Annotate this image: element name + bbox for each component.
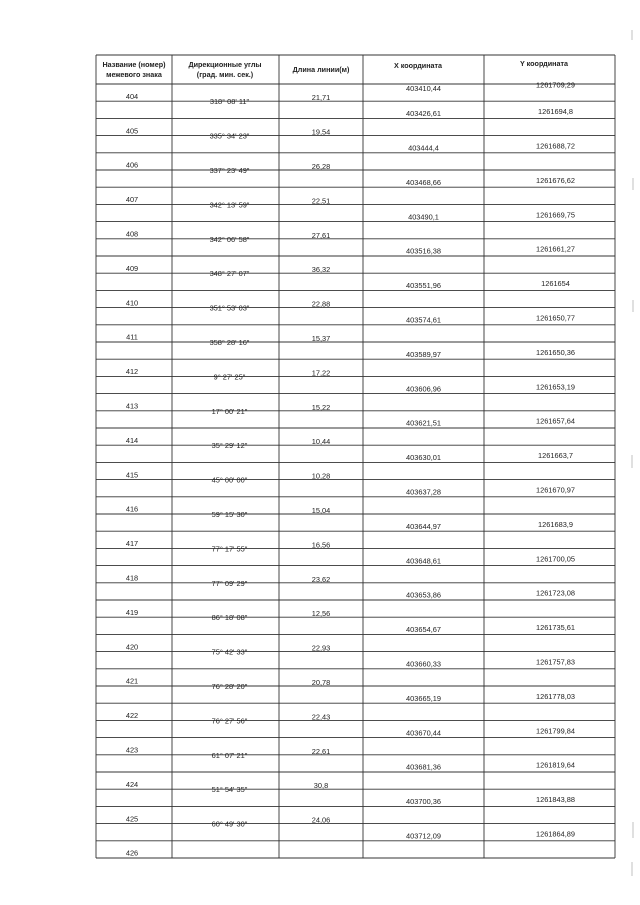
direction-angle-cell: 76° 28' 20" <box>211 682 248 691</box>
y-coordinate-cell: 1261653,19 <box>535 382 576 392</box>
y-coordinate-cell: 1261650,77 <box>535 313 576 323</box>
direction-angle-cell: 61° 07' 21" <box>211 750 248 760</box>
line-length-cell: 27,61 <box>311 230 331 240</box>
line-length-cell: 30,8 <box>313 781 329 791</box>
x-coordinate-cell: 403490,1 <box>408 212 439 222</box>
line-length-cell: 15,37 <box>311 334 331 343</box>
y-coordinate-cell: 1261735,61 <box>535 623 576 633</box>
scan-edge-marks <box>632 30 633 876</box>
y-coordinate-cell: 1261676,62 <box>535 175 576 185</box>
line-length-cell: 26,28 <box>311 162 331 171</box>
direction-angle-cell: 60° 49' 30" <box>211 819 248 829</box>
y-coordinate-cell: 1261683,9 <box>538 519 573 529</box>
header-y-coordinate: Y координата <box>520 59 568 68</box>
direction-angle-cell: 45° 00' 00" <box>211 475 248 485</box>
line-length-cell: 15,22 <box>311 402 331 412</box>
point-name-cell: 408 <box>125 229 139 239</box>
point-name-cell: 415 <box>125 470 139 480</box>
header-x-coordinate: X координата <box>393 61 443 70</box>
direction-angle-cell: 59° 15' 30" <box>211 510 248 519</box>
y-coordinate-cell: 1261819,64 <box>535 760 576 770</box>
point-name-cell: 412 <box>125 367 139 377</box>
line-length-cell: 24,06 <box>311 815 331 825</box>
line-length-cell: 10,44 <box>311 437 331 447</box>
direction-angle-cell: 77° 17' 55" <box>211 544 248 554</box>
point-name-cell: 405 <box>125 126 139 136</box>
x-coordinate-cell: 403654,67 <box>406 625 441 635</box>
y-coordinate-cell: 1261654 <box>541 279 570 289</box>
y-coordinate-cell: 1261650,36 <box>535 347 576 357</box>
line-length-cell: 10,28 <box>311 471 331 481</box>
point-name-cell: 425 <box>125 814 139 824</box>
x-coordinate-cell: 403660,33 <box>406 659 441 669</box>
y-coordinate-cell: 1261723,08 <box>535 588 576 598</box>
x-coordinate-cell: 403700,36 <box>406 797 441 807</box>
point-name-cell: 420 <box>125 642 139 652</box>
line-length-cell: 15,04 <box>311 506 331 515</box>
x-coordinate-cell: 403648,61 <box>406 556 441 566</box>
x-coordinate-cell: 403665,19 <box>406 693 441 703</box>
line-length-cell: 22,51 <box>311 196 331 206</box>
y-coordinate-cell: 1261799,84 <box>535 726 576 736</box>
y-coordinate-cell: 1261669,75 <box>535 210 576 220</box>
line-length-cell: 17,22 <box>311 368 331 378</box>
x-coordinate-cell: 403630,01 <box>406 453 441 463</box>
direction-angle-cell: 358° 28' 16" <box>209 338 250 347</box>
direction-angle-cell: 76° 27' 56" <box>211 716 248 726</box>
point-name-cell: 419 <box>125 607 139 617</box>
point-name-cell: 411 <box>126 332 138 342</box>
point-name-cell: 406 <box>125 160 139 170</box>
line-length-cell: 22,93 <box>311 643 331 653</box>
table-body <box>126 81 575 858</box>
point-name-cell: 418 <box>125 573 139 583</box>
point-name-cell: 410 <box>125 298 139 308</box>
point-name-cell: 424 <box>125 779 139 789</box>
direction-angle-cell: 318° 08' 11" <box>209 97 250 107</box>
y-coordinate-cell: 1261688,72 <box>535 141 576 151</box>
y-coordinate-cell: 1261757,83 <box>535 657 576 667</box>
direction-angle-cell: 75° 42' 33" <box>211 647 248 657</box>
point-name-cell: 416 <box>125 504 139 514</box>
line-length-cell: 20,78 <box>311 678 331 687</box>
x-coordinate-cell: 403551,96 <box>406 281 441 291</box>
direction-angle-cell: 342° 13' 59" <box>209 200 250 210</box>
point-name-cell: 414 <box>125 435 139 445</box>
point-name-cell: 404 <box>125 91 139 101</box>
point-name-cell: 417 <box>125 539 139 549</box>
line-length-cell: 12,56 <box>311 609 331 619</box>
point-name-cell: 423 <box>125 745 139 755</box>
x-coordinate-cell: 403637,28 <box>406 487 441 497</box>
x-coordinate-cell: 403653,86 <box>406 590 441 600</box>
direction-angle-cell: 86° 18' 08" <box>211 613 248 623</box>
direction-angle-cell: 342° 06' 58" <box>209 234 250 244</box>
direction-angle-cell: 51° 54' 35" <box>211 785 248 795</box>
header-line-length: Длина линии(м) <box>292 65 350 74</box>
direction-angle-cell: 17° 00' 21" <box>211 406 248 416</box>
x-coordinate-cell: 403574,61 <box>406 315 441 325</box>
direction-angle-cell: 77° 09' 29" <box>211 578 248 588</box>
point-name-cell: 426 <box>125 848 139 858</box>
x-coordinate-cell: 403606,96 <box>406 384 441 394</box>
direction-angle-cell: 337° 23' 49" <box>209 166 250 175</box>
x-coordinate-cell: 403589,97 <box>406 349 441 359</box>
x-coordinate-cell: 403426,61 <box>406 109 441 119</box>
y-coordinate-cell: 1261663,7 <box>538 451 573 461</box>
point-name-cell: 422 <box>125 711 139 721</box>
y-coordinate-cell: 1261700,05 <box>535 554 576 564</box>
y-coordinate-cell: 1261670,97 <box>535 485 576 495</box>
header-point-name-line1: Название (номер) <box>102 60 166 69</box>
y-coordinate-cell: 1261864,89 <box>535 829 576 839</box>
direction-angle-cell: 9° 27' 25" <box>213 372 246 382</box>
y-coordinate-cell: 1261661,27 <box>535 244 576 254</box>
line-length-cell: 22,43 <box>311 712 331 722</box>
line-length-cell: 16,56 <box>311 540 331 550</box>
point-name-cell: 409 <box>125 263 139 273</box>
x-coordinate-cell: 403468,66 <box>406 177 441 187</box>
line-length-cell: 36,32 <box>311 265 331 275</box>
y-coordinate-cell: 1261778,03 <box>535 691 576 701</box>
y-coordinate-cell: 1261694,8 <box>538 107 573 117</box>
x-coordinate-cell: 403410,44 <box>406 84 441 94</box>
line-length-cell: 22,61 <box>311 746 331 756</box>
x-coordinate-cell: 403681,36 <box>406 762 441 772</box>
x-coordinate-cell: 403712,09 <box>406 831 441 841</box>
direction-angle-cell: 35° 29' 12" <box>211 441 248 451</box>
x-coordinate-cell: 403516,38 <box>406 246 441 256</box>
point-name-cell: 407 <box>125 195 139 205</box>
point-name-cell: 413 <box>125 401 139 411</box>
y-coordinate-cell: 1261657,64 <box>535 416 576 426</box>
direction-angle-cell: 351° 53' 03" <box>209 303 250 313</box>
header-point-name-line2: межевого знака <box>106 70 162 79</box>
direction-angle-cell: 335° 34' 23" <box>209 131 250 141</box>
x-coordinate-cell: 403644,97 <box>406 521 441 531</box>
x-coordinate-cell: 403670,44 <box>406 728 441 738</box>
x-coordinate-cell: 403621,51 <box>406 418 441 428</box>
header-direction-angles-line2: (град. мин. сек.) <box>196 70 254 79</box>
line-length-cell: 23,62 <box>311 574 331 584</box>
x-coordinate-cell: 403444,4 <box>408 143 439 153</box>
header-direction-angles-line1: Дирекционные углы <box>188 60 262 69</box>
direction-angle-cell: 348° 27' 07" <box>209 269 250 279</box>
point-name-cell: 421 <box>125 676 139 686</box>
line-length-cell: 22,88 <box>311 299 331 309</box>
line-length-cell: 21,71 <box>311 93 331 103</box>
y-coordinate-cell: 1261709,29 <box>535 80 576 90</box>
line-length-cell: 19,54 <box>311 127 331 137</box>
y-coordinate-cell: 1261843,88 <box>535 795 576 805</box>
